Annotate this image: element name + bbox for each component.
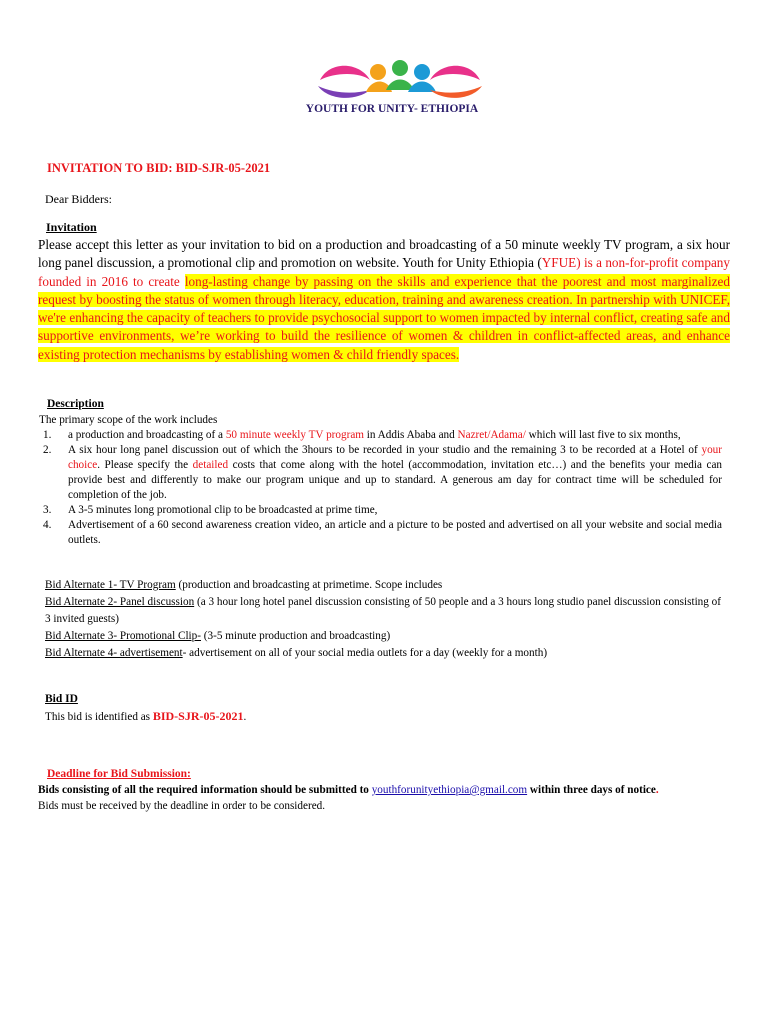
deadline-note: Bids must be received by the deadline in order to be considered.	[38, 800, 326, 812]
invitation-paragraph	[38, 236, 730, 364]
bid-id-line: This bid is identified as BID-SJR-05-2021.	[45, 709, 247, 723]
organization-name: YOUTH FOR UNITY- ETHIOPIA	[305, 103, 479, 115]
document-title: INVITATION TO BID: BID-SJR-05-2021	[47, 161, 271, 175]
bid-alternate-4: Bid Alternate 4- advertisement- advertisement on all of your social media outlets for a day (weekly for a month)	[45, 647, 548, 659]
email-link[interactable]: youthforunityethiopia@gmail.com	[371, 784, 528, 796]
deadline-line: Bids consisting of all the required information should be submitted to youthforunityethiopia@gmail.com within three days of notice.	[38, 784, 659, 796]
invitation-text: Please accept this letter as your invitation to bid on a production and broadcasting of a 50 minute weekly TV program, a six hour long panel discussion, a promotional clip and promotion on website. Youth for Unity Ethiopia (	[38, 237, 730, 271]
bid-id-heading: Bid ID	[45, 693, 78, 705]
deadline-heading: Deadline for Bid Submission:	[47, 768, 191, 780]
description-intro: The primary scope of the work includes	[39, 414, 218, 426]
invitation-heading: Invitation	[46, 220, 97, 234]
list-item: 4. Advertisement of a 60 second awareness creation video, an article and a picture to be posted and advertised on all your website and social media outlets.	[43, 519, 722, 546]
bid-alternate-3: Bid Alternate 3- Promotional Clip- (3-5 minute production and broadcasting)	[45, 630, 391, 642]
description-heading: Description	[47, 398, 104, 410]
invitation-red-text: YFUE) is a non-for-profit company founded in 2016 to create	[38, 255, 730, 289]
list-item: 3. A 3-5 minutes long promotional clip to be broadcasted at prime time,	[43, 504, 378, 516]
scope-list	[39, 428, 722, 548]
invitation-highlighted-text: long-lasting change by passing on the skills and experience that the poorest and most marginalized request by boosting the status of women through literacy, education, training and awareness creation. In partnership with UNICEF, we're enhancing the capacity of teachers to provide psychosocial support to women impacted by internal conflict, creating safe and supportive environments, we’re working to build the resilience of women & children in conflict-affected areas, and enhance existing protection mechanisms by establishing women & child friendly spaces.	[38, 273, 730, 362]
bid-alternates	[45, 577, 721, 662]
salutation: Dear Bidders:	[45, 192, 112, 206]
bid-id-value: BID-SJR-05-2021	[152, 709, 244, 723]
bid-alternate-1: Bid Alternate 1- TV Program (production and broadcasting at primetime. Scope includes	[45, 579, 443, 591]
bid-alternate-2: Bid Alternate 2- Panel discussion (a 3 hour long hotel panel discussion consisting of 50 people and a 3 hours long studio panel discussion consisting of 3 invited guests)	[45, 596, 721, 625]
list-item: 2. A six hour long panel discussion out of which the 3hours to be recorded in your studio and the remaining 3 to be recorded at a Hotel of your choice. Please specify the detailed costs that come along with the hotel (accommodation, invitation etc…) and the benefits your media can provide best and differently to make our program unique and up to standard. A generous am day for contract time will be scheduled for completion of the job.	[43, 444, 722, 501]
list-item: 1. a production and broadcasting of a 50 minute weekly TV program in Addis Ababa and Nazret/Adama/ which will last five to six months,	[43, 429, 681, 441]
